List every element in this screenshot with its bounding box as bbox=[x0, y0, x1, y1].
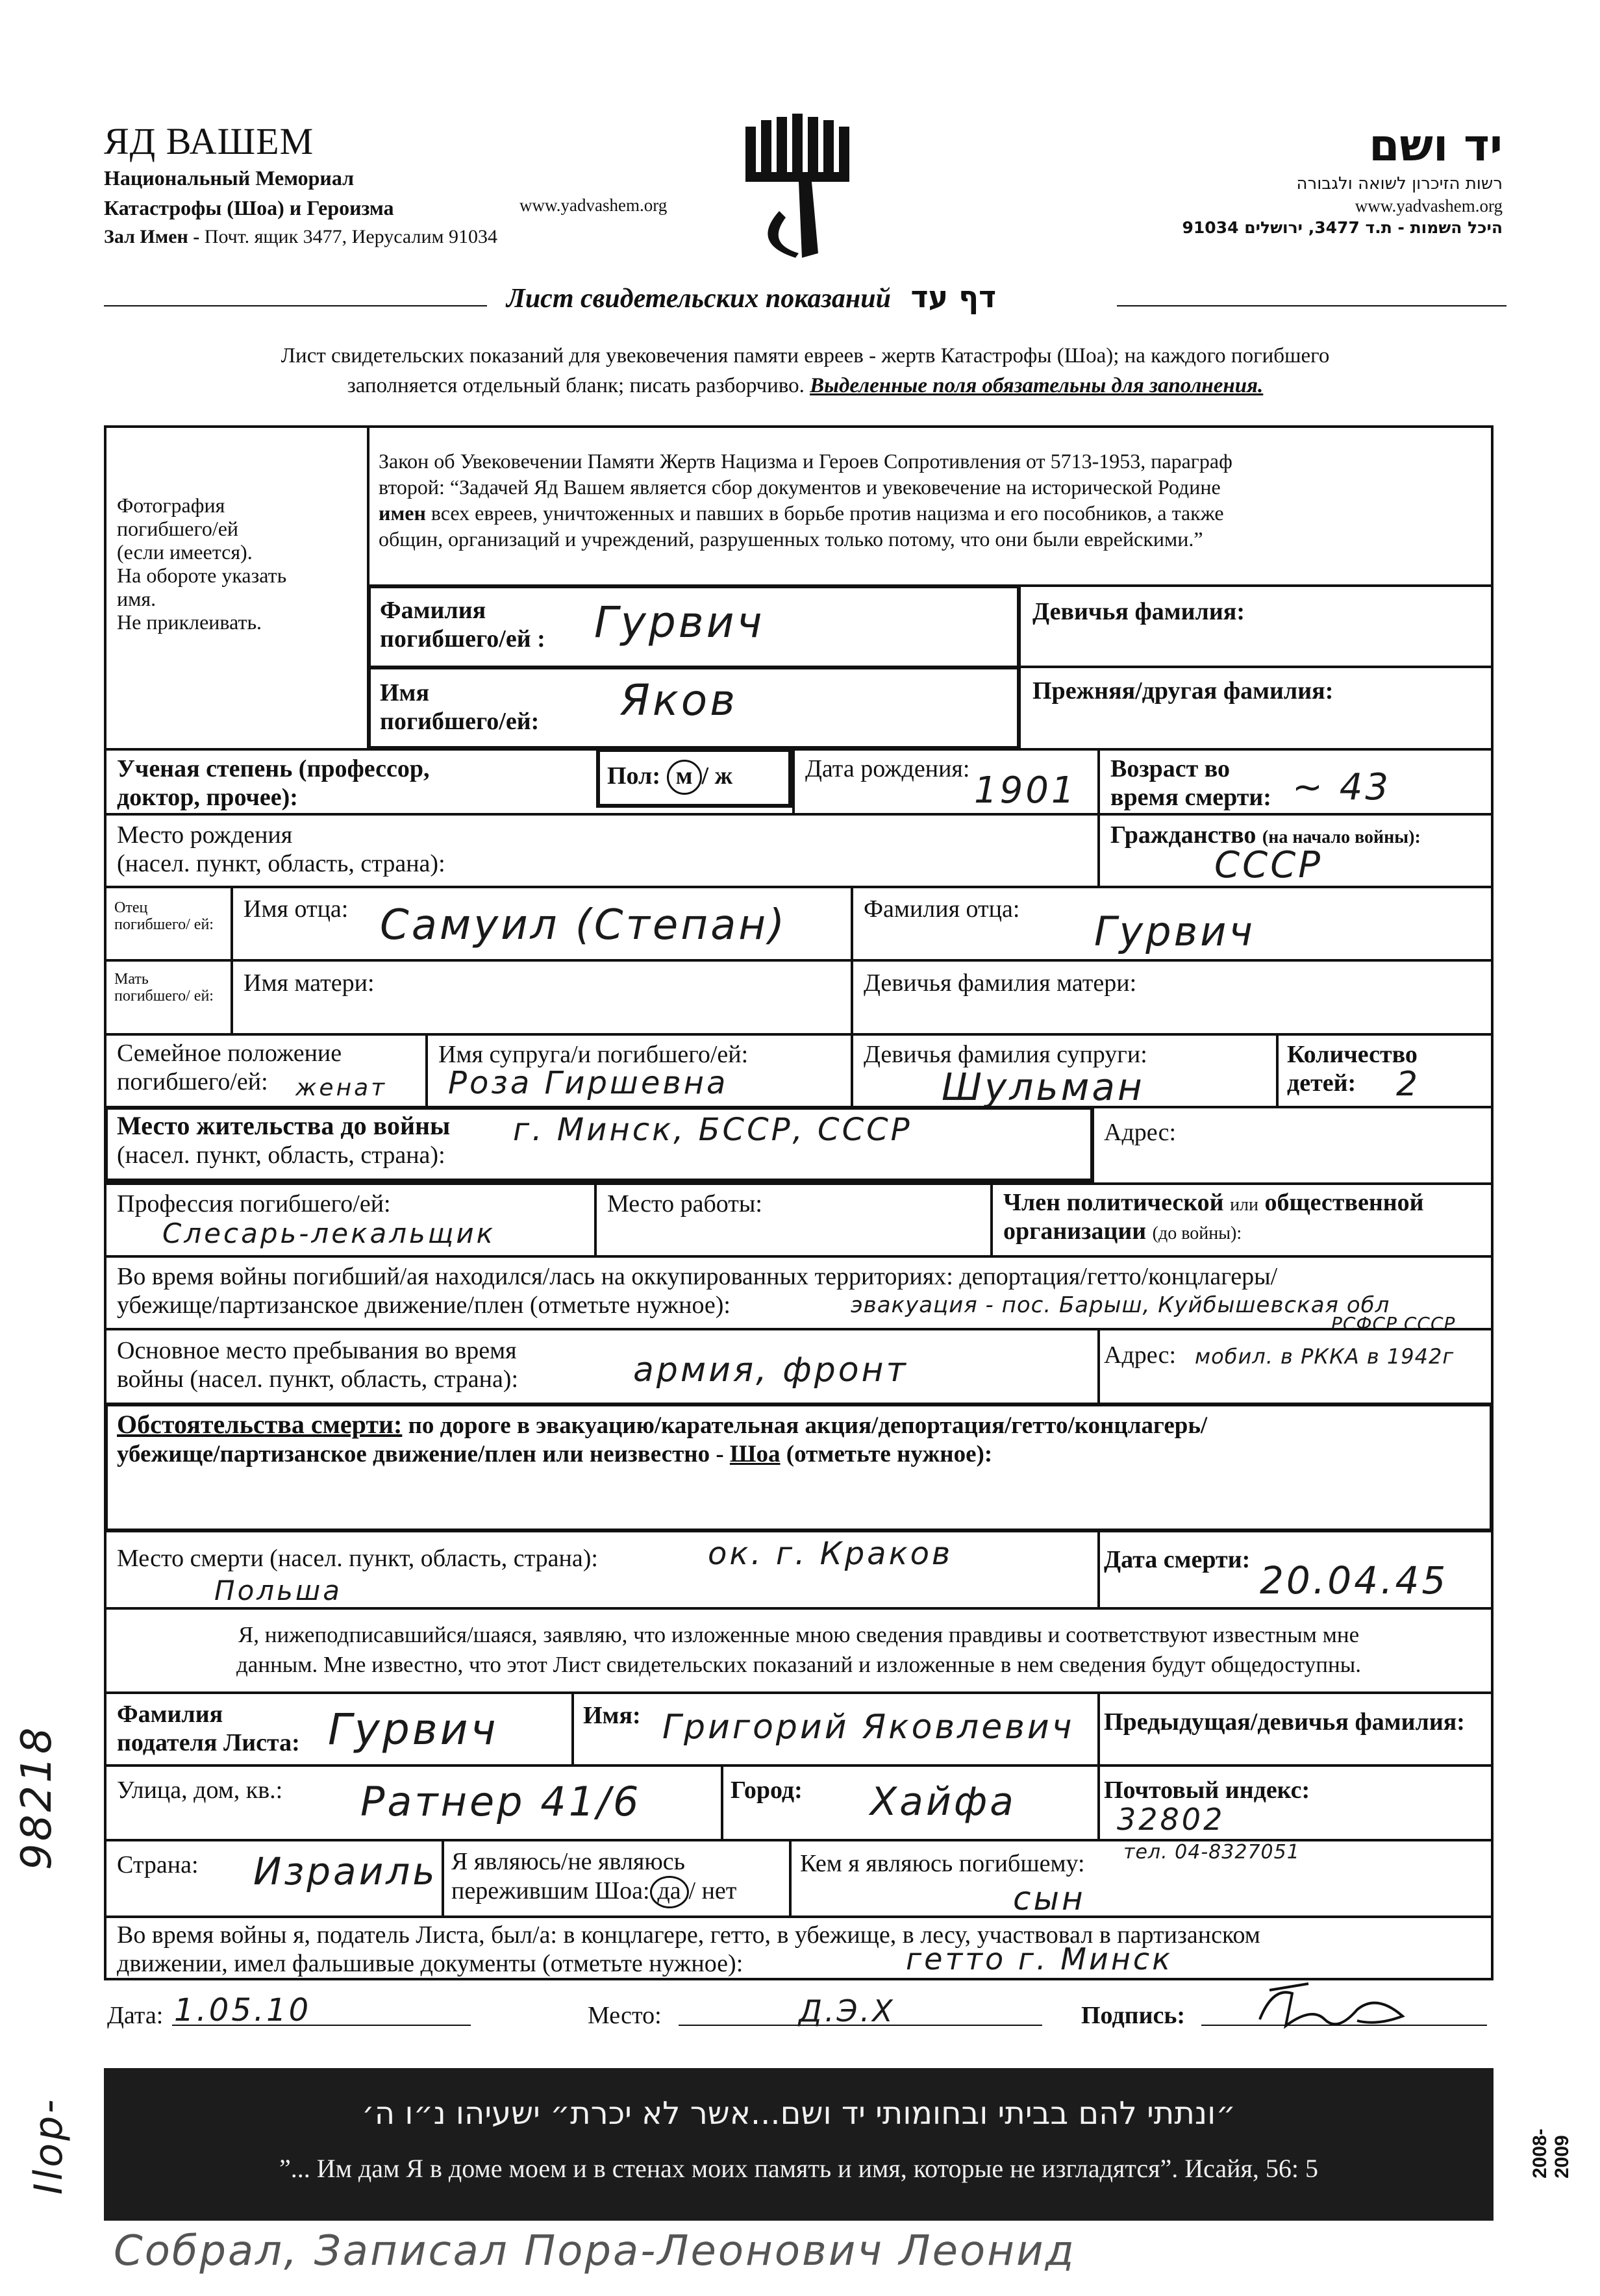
zip-divider bbox=[1097, 1764, 1100, 1839]
during-value[interactable]: гетто г. Минск bbox=[906, 1941, 1173, 1977]
father-surname-value[interactable]: Гурвич bbox=[1094, 908, 1256, 955]
survivor-divider bbox=[442, 1839, 444, 1915]
photo-line-3: (если имеется). bbox=[117, 540, 253, 564]
row-mother-top bbox=[104, 959, 1494, 962]
member-label-1: Член политической bbox=[1003, 1189, 1224, 1216]
place-label: Место: bbox=[588, 2002, 662, 2029]
left-margin-number: 98218 bbox=[13, 1725, 61, 1870]
survivor-label-1: Я являюсь/не являюсь bbox=[451, 1848, 685, 1875]
sex-field[interactable] bbox=[607, 760, 732, 795]
victim-surname-value[interactable]: Гурвич bbox=[594, 597, 765, 647]
death-circ-line-1: по дороге в эвакуацию/карательная акция/депортация/гетто/концлагерь/ bbox=[408, 1412, 1208, 1439]
wartime-address-value[interactable]: мобил. в РККА в 1942г bbox=[1195, 1344, 1455, 1369]
sex-option-m[interactable]: м bbox=[667, 760, 702, 795]
father-side-label: Отец погибшего/ ей: bbox=[114, 899, 214, 933]
row-wartime-top bbox=[104, 1255, 1494, 1258]
workplace-label: Место работы: bbox=[607, 1190, 762, 1217]
death-date-label: Дата смерти: bbox=[1104, 1546, 1251, 1573]
row-main-place-top bbox=[104, 1328, 1494, 1330]
children-value[interactable]: 2 bbox=[1396, 1065, 1421, 1104]
death-circ-shoa: Шоа bbox=[729, 1441, 781, 1467]
victim-surname-label bbox=[380, 596, 545, 653]
profession-label: Профессия погибшего/ей: bbox=[117, 1190, 391, 1217]
law-line-2: второй: “Задачей Яд Вашем является сбор документов и увековечение на исторической Родине bbox=[379, 475, 1221, 499]
member-divider bbox=[990, 1182, 993, 1255]
org-header-right bbox=[1182, 120, 1503, 240]
submitter-name-label: Имя: bbox=[583, 1702, 641, 1729]
row-birthplace-top bbox=[104, 813, 1494, 816]
bottom-note: Собрал, Записал Пора-Леонович Леонид bbox=[114, 2227, 1076, 2275]
degree-label-1: Ученая степень (профессор, bbox=[117, 755, 430, 782]
survivor-option-no[interactable]: / нет bbox=[688, 1877, 737, 1904]
member-label-2b: (до войны): bbox=[1152, 1223, 1242, 1243]
mother-name-label: Имя матери: bbox=[244, 969, 375, 997]
residence-address-label: Адрес: bbox=[1104, 1119, 1177, 1146]
residence-label bbox=[117, 1112, 450, 1169]
heb-address: היכל השמות - ת.ד 3477, ירושלים 91034 bbox=[1182, 218, 1503, 237]
citizenship-note: (на начало войны): bbox=[1262, 827, 1421, 847]
submitter-surname-label-1: Фамилия bbox=[117, 1701, 223, 1728]
header-rows-bottom bbox=[367, 584, 1494, 587]
citizenship-value[interactable]: СССР bbox=[1214, 844, 1323, 886]
children-label-2: детей: bbox=[1287, 1069, 1356, 1097]
birthplace-label-1: Место рождения bbox=[117, 821, 293, 849]
family-status-label-2: погибшего/ей: bbox=[117, 1068, 268, 1095]
street-label: Улица, дом, кв.: bbox=[117, 1777, 283, 1804]
wartime-address-label: Адрес: bbox=[1104, 1341, 1177, 1369]
intro-line-1: Лист свидетельских показаний для увековечения памяти евреев - жертв Катастрофы (Шоа); на каждого погибшего bbox=[281, 344, 1330, 368]
children-label-1: Количество bbox=[1287, 1041, 1418, 1068]
org-url-left[interactable]: www.yadvashem.org bbox=[519, 195, 668, 215]
declaration-line-2: данным. Мне известно, что этот Лист свидетельских показаний и изложенные в нем сведения будут общедоступны. bbox=[236, 1652, 1361, 1677]
submitter-name-value[interactable]: Григорий Яковлевич bbox=[662, 1708, 1075, 1747]
sex-label: Пол: bbox=[607, 762, 661, 790]
degree-label-2: доктор, прочее): bbox=[117, 784, 298, 811]
date-label: Дата: bbox=[107, 2002, 164, 2029]
victim-first-name-value[interactable]: Яков bbox=[620, 675, 738, 725]
photo-line-4: На обороте указать bbox=[117, 564, 287, 587]
yad-vashem-logo-icon bbox=[740, 114, 870, 263]
main-place-label-2: войны (насел. пункт, область, страна): bbox=[117, 1366, 519, 1393]
submitter-name-divider bbox=[571, 1691, 574, 1764]
row-declaration-top bbox=[104, 1607, 1494, 1610]
sex-separator: / bbox=[701, 762, 709, 790]
spouse-label: Имя супруга/и погибшего/ей: bbox=[438, 1041, 749, 1068]
victim-name-divider bbox=[367, 666, 1021, 669]
children-divider bbox=[1276, 1033, 1279, 1106]
during-line-1: Во время войны я, податель Листа, был/а: в концлагере, гетто, в убежище, в лесу, участвовал в партизанском bbox=[117, 1921, 1260, 1949]
row-during-top bbox=[104, 1915, 1494, 1918]
wartime-line-2: убежище/партизанское движение/плен (отметьте нужное): bbox=[117, 1292, 731, 1319]
spouse-divider bbox=[425, 1033, 428, 1106]
death-place-value-1[interactable]: ок. г. Краков bbox=[708, 1536, 953, 1572]
title-rule-right bbox=[1117, 305, 1506, 306]
banner-russian: ”... Им дам Я в доме моем и в стенах моих память и имя, которые не изгладятся”. Исайя, 56: 5 bbox=[279, 2154, 1319, 2183]
submitter-surname-label bbox=[117, 1700, 300, 1757]
spouse-maiden-label: Девичья фамилия супруги: bbox=[864, 1041, 1147, 1068]
photo-box[interactable] bbox=[117, 493, 364, 634]
relation-divider bbox=[789, 1839, 792, 1915]
zip-label: Почтовый индекс: bbox=[1104, 1777, 1310, 1804]
family-status-value[interactable]: женат bbox=[295, 1075, 388, 1101]
row-father-top bbox=[104, 886, 1494, 888]
death-circ-line-2c: (отметьте нужное): bbox=[786, 1441, 993, 1467]
victim-surname-label-1: Фамилия bbox=[380, 597, 486, 624]
death-date-divider bbox=[1097, 1532, 1100, 1607]
form-title-ru: Лист свидетельских показаний bbox=[506, 284, 891, 314]
mother-side-label: Мать погибшего/ ей: bbox=[114, 971, 214, 1004]
victim-first-name-label-1: Имя bbox=[380, 679, 429, 706]
victim-surname-label-2: погибшего/ей : bbox=[380, 625, 545, 653]
submitter-prev-divider bbox=[1097, 1691, 1100, 1764]
main-place-value[interactable]: армия, фронт bbox=[633, 1351, 908, 1390]
workplace-divider bbox=[594, 1182, 597, 1255]
name-right-divider bbox=[1021, 666, 1494, 668]
org-name: ЯД ВАШЕМ bbox=[104, 120, 314, 162]
family-status-label-1: Семейное положение bbox=[117, 1040, 342, 1067]
death-date-value[interactable]: 20.04.45 bbox=[1260, 1558, 1449, 1603]
citizenship-label-text: Гражданство bbox=[1110, 821, 1256, 849]
law-line-3: всех евреев, уничтоженных и павших в борьбе против нацизма и его пособников, а также bbox=[431, 501, 1224, 525]
declaration-line-1: Я, нижеподписавшийся/шаяся, заявляю, что изложенные мною сведения правдивы и соответствуют известным мне bbox=[238, 1622, 1360, 1647]
country-label: Страна: bbox=[117, 1851, 199, 1878]
mother-maiden-label: Девичья фамилия матери: bbox=[864, 969, 1137, 997]
org-subtitle-2: Катастрофы (Шоа) и Героизма bbox=[104, 196, 394, 219]
relation-value[interactable]: сын bbox=[1013, 1880, 1086, 1917]
relation-label: Кем я являюсь погибшему: bbox=[800, 1850, 1085, 1877]
member-label-1c: общественной bbox=[1264, 1189, 1424, 1216]
form-title bbox=[506, 279, 996, 314]
spouse-value[interactable]: Роза Гиршевна bbox=[448, 1065, 729, 1101]
residence-label-1: Место жительства до войны bbox=[117, 1111, 451, 1140]
year-label: 2008-2009 bbox=[1529, 2128, 1573, 2178]
death-circ-label-bold: Обстоятельства смерти: bbox=[117, 1410, 403, 1439]
left-bottom-note: Ilop- bbox=[26, 2097, 71, 2195]
row-degree-top bbox=[104, 748, 1494, 751]
org-address-label: Зал Имен - bbox=[104, 226, 200, 247]
survivor-option-yes[interactable]: да bbox=[650, 1876, 689, 1908]
during-line-2: движении, имел фальшивые документы (отметьте нужное): bbox=[117, 1950, 744, 1977]
main-place-label-1: Основное место пребывания во время bbox=[117, 1337, 517, 1364]
intro-required-note: Выделенные поля обязательны для заполнения. bbox=[810, 374, 1264, 397]
photo-line-5: имя. bbox=[117, 587, 156, 610]
degree-label bbox=[117, 755, 429, 812]
place-value[interactable]: Д.Э.Х bbox=[799, 1993, 895, 2028]
birthplace-label bbox=[117, 821, 445, 878]
photo-line-6: Не приклеивать. bbox=[117, 610, 262, 634]
wartime-value-2[interactable]: РСФСР СССР bbox=[1331, 1313, 1456, 1334]
title-rule-left bbox=[104, 305, 487, 306]
profession-value[interactable]: Слесарь-лекальщик bbox=[162, 1217, 496, 1249]
submitter-surname-value[interactable]: Гурвич bbox=[328, 1704, 499, 1754]
main-place-label bbox=[117, 1336, 518, 1393]
row-submitter-top bbox=[104, 1691, 1494, 1694]
death-place-label: Место смерти (насел. пункт, область, страна): bbox=[117, 1545, 598, 1572]
age-left-divider bbox=[1097, 748, 1100, 813]
city-label: Город: bbox=[731, 1777, 803, 1804]
member-label-or: или bbox=[1230, 1195, 1259, 1215]
signature-label: Подпись: bbox=[1081, 2002, 1186, 2029]
intro-text bbox=[104, 341, 1506, 401]
age-label-1: Возраст во bbox=[1110, 755, 1231, 782]
residence-value[interactable]: г. Минск, БССР, СССР bbox=[513, 1112, 912, 1148]
victim-maiden-label: Девичья фамилия: bbox=[1032, 598, 1245, 625]
law-line-3-bold: имен bbox=[379, 501, 426, 525]
photo-line-2: погибшего/ей bbox=[117, 517, 239, 540]
form-title-heb: דף עד bbox=[910, 279, 997, 314]
spouse-maiden-divider bbox=[851, 1033, 853, 1106]
photo-line-1: Фотография bbox=[117, 493, 225, 517]
wartime-address-divider bbox=[1097, 1328, 1100, 1406]
death-circumstances-label bbox=[117, 1410, 1207, 1469]
org-header-left bbox=[104, 120, 668, 251]
row-family-top bbox=[104, 1033, 1494, 1036]
org-address: Почт. ящик 3477, Иерусалим 91034 bbox=[204, 226, 498, 247]
zip-value[interactable]: 32802 bbox=[1117, 1802, 1225, 1837]
father-surname-label: Фамилия отца: bbox=[864, 895, 1020, 923]
date-value[interactable]: 1.05.10 bbox=[174, 1992, 312, 2028]
org-subtitle-1: Национальный Мемориал bbox=[104, 166, 355, 190]
citizenship-divider bbox=[1097, 813, 1100, 886]
death-circ-line-2a: убежище/партизанское движение/плен или неизвестно - bbox=[117, 1441, 724, 1467]
quote-banner bbox=[104, 2068, 1494, 2221]
country-value[interactable]: Израиль bbox=[253, 1849, 438, 1893]
father-name-value[interactable]: Самуил (Степан) bbox=[380, 901, 788, 949]
signature-scribble[interactable] bbox=[1247, 1980, 1416, 2039]
birth-date-label: Дата рождения: bbox=[805, 755, 970, 782]
father-name-label: Имя отца: bbox=[244, 895, 349, 923]
heb-org-subtitle: רשות הזיכרון לשואה ולגבורה bbox=[1296, 174, 1503, 193]
intro-line-2: заполняется отдельный бланк; писать разборчиво. bbox=[347, 374, 805, 397]
residence-label-2: (насел. пункт, область, страна): bbox=[117, 1142, 445, 1169]
victim-first-name-label bbox=[380, 679, 539, 736]
victim-prev-surname-label: Прежняя/другая фамилия: bbox=[1032, 677, 1334, 705]
heb-org-name: יד ושם bbox=[1369, 120, 1503, 171]
declaration-text bbox=[117, 1620, 1481, 1680]
row-street-top bbox=[104, 1764, 1494, 1767]
submitter-prev-label: Предыдущая/девичья фамилия: bbox=[1104, 1708, 1465, 1736]
wartime-line-1: Во время войны погибший/ая находился/лась на оккупированных территориях: депортация/гетто/концлагеры/ bbox=[117, 1263, 1278, 1290]
city-value[interactable]: Хайфа bbox=[870, 1779, 1016, 1825]
death-place-value-2[interactable]: Польша bbox=[214, 1575, 343, 1606]
phone-value[interactable]: тел. 04-8327051 bbox=[1123, 1841, 1300, 1864]
law-text bbox=[379, 448, 1482, 552]
spouse-maiden-value[interactable]: Шульман bbox=[942, 1065, 1145, 1109]
member-label-2: организации bbox=[1003, 1217, 1147, 1245]
heb-url[interactable]: www.yadvashem.org bbox=[1355, 196, 1503, 216]
law-line-4: общин, организаций и учреждений, разрушенных только потому, что они были еврейскими.” bbox=[379, 527, 1203, 551]
birth-left-divider bbox=[792, 748, 795, 813]
submitter-surname-label-2: подателя Листа: bbox=[117, 1729, 300, 1756]
age-label bbox=[1110, 755, 1271, 812]
wartime-value-1[interactable]: эвакуация - пос. Барыш, Куйбышевская обл bbox=[851, 1292, 1390, 1318]
street-value[interactable]: Ратнер 41/6 bbox=[360, 1778, 642, 1825]
sex-option-f[interactable]: ж bbox=[714, 762, 733, 790]
victim-first-name-label-2: погибшего/ей: bbox=[380, 708, 540, 735]
banner-hebrew: ״ונתתי להם בביתי ובחומותי יד ושם...אשר לא יכרת״ ישעיהו נ״ו ה׳ bbox=[361, 2095, 1236, 2132]
age-label-2: время смерти: bbox=[1110, 784, 1271, 811]
birthplace-label-2: (насел. пункт, область, страна): bbox=[117, 850, 445, 877]
survivor-label bbox=[451, 1847, 736, 1908]
age-value[interactable]: ~ 43 bbox=[1292, 766, 1391, 808]
city-divider bbox=[721, 1764, 723, 1839]
member-label bbox=[1003, 1188, 1424, 1245]
survivor-label-2: пережившим Шоа: bbox=[451, 1877, 650, 1904]
law-line-1: Закон об Увековечении Памяти Жертв Нацизма и Героев Сопротивления от 5713-1953, параграф bbox=[379, 449, 1232, 473]
birth-date-value[interactable]: 1901 bbox=[974, 769, 1077, 812]
row-profession-top bbox=[104, 1182, 1494, 1185]
